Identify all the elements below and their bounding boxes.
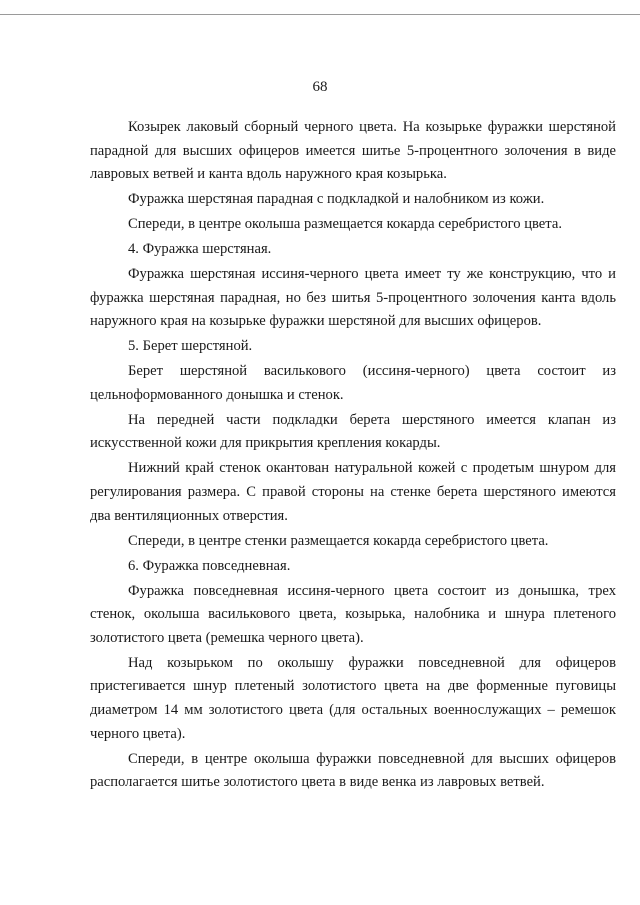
top-border-line [0,14,640,15]
paragraph: Спереди, в центре стенки размещается кокарда серебристого цвета. [128,532,549,549]
page-number: 68 [312,79,328,95]
paragraph: Фуражка шерстяная парадная с подкладкой и налобником из кожи. [128,191,545,208]
section-heading: 6. Фуражка повседневная. [128,557,291,574]
document-body [90,116,616,796]
paragraph: На передней части подкладки берета шерстяного имеется клапан из искусственной кожи для прикрытия крепления кокарды. [90,411,616,452]
paragraph: Нижний край стенок окантован натуральной кожей с продетым шнуром для регулирования размера. С правой стороны на стенке берета шерстяного имеются два вентиляционных отверстия. [90,460,616,524]
section-heading: 5. Берет шерстяной. [128,338,253,355]
paragraph: Над козырьком по околышу фуражки повседневной для офицеров пристегивается шнур плетеный золотистого цвета на две форменные пуговицы диаметром 14 мм золотистого цвета (для остальных военнослужащих – ремешок черного цвета). [90,654,616,742]
paragraph: Берет шерстяной василькового (иссиня-черного) цвета состоит из цельноформованного донышка и стенок. [90,363,616,403]
section-heading: 4. Фуражка шерстяная. [128,241,272,258]
paragraph: Спереди, в центре околыша размещается кокарда серебристого цвета. [128,216,562,233]
paragraph: Фуражка повседневная иссиня-черного цвета состоит из донышка, трех стенок, околыша василькового цвета, козырька, налобника и шнура плетеного золотистого цвета (ремешка черного цвета). [90,582,616,646]
paragraph: Фуражка шерстяная иссиня-черного цвета имеет ту же конструкцию, что и фуражка шерстяная парадная, но без шитья 5-процентного золочения канта вдоль наружного края на козырьке фуражки шерстяной для высших офицеров. [90,266,616,330]
paragraph: Спереди, в центре околыша фуражки повседневной для высших офицеров располагается шитье золотистого цвета в виде венка из лавровых ветвей. [90,750,616,791]
paragraph: Козырек лаковый сборный черного цвета. На козырьке фуражки шерстяной парадной для высших офицеров имеется шитье 5-процентного золочения в виде лавровых ветвей и канта вдоль наружного края козырька. [90,119,616,183]
